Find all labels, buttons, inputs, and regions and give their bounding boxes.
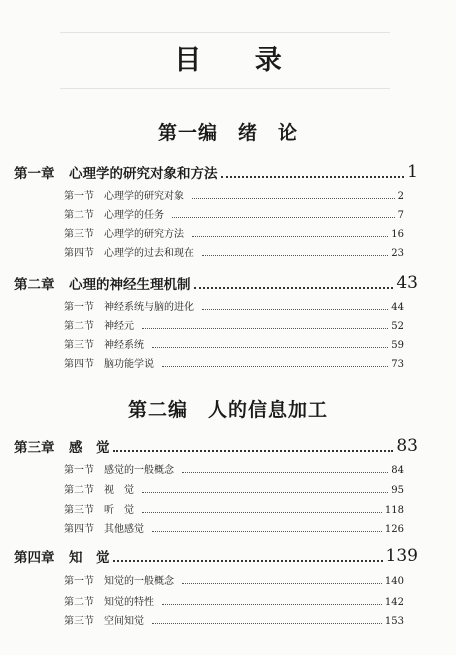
section-number: 第二节 [64,485,94,496]
section-entry[interactable] [64,482,404,496]
chapter-entry[interactable] [14,271,418,293]
section-entry[interactable] [64,188,404,202]
section-number: 第二节 [64,321,94,332]
dot-leader [142,328,388,329]
section-title: 心理学的研究对象 [104,191,184,202]
section-page: 7 [397,210,404,221]
section-title: 心理学的任务 [104,210,164,221]
section-title: 神经系统与脑的进化 [104,302,194,313]
section-title: 空间知觉 [104,616,144,627]
section-page: 126 [384,524,404,535]
section-page: 16 [391,229,404,240]
dot-leader [162,604,382,605]
chapter-title: 感 觉 [69,440,110,456]
section-number: 第一节 [64,465,94,476]
chapter-entry[interactable] [14,544,418,566]
dot-leader [182,472,388,473]
chapter-title: 知 觉 [69,550,110,566]
dot-leader [152,531,382,532]
section-entry[interactable] [64,226,404,240]
section-title: 心理学的过去和现在 [104,248,194,259]
section-number: 第四节 [64,359,94,370]
part-heading: 第一编 绪 论 [157,122,298,144]
section-number: 第四节 [64,524,94,535]
part-heading: 第二编 人的信息加工 [127,399,328,421]
section-page: 44 [391,302,404,313]
section-entry[interactable] [64,502,404,516]
section-number: 第一节 [64,191,94,202]
dot-leader [162,366,388,367]
section-title: 知觉的一般概念 [104,576,174,587]
dot-leader [202,255,388,256]
section-number: 第三节 [64,616,94,627]
chapter-page: 139 [385,546,418,566]
dot-leader [172,217,395,218]
section-page: 142 [384,597,404,608]
section-number: 第三节 [64,340,94,351]
dot-leader [182,583,382,584]
section-page: 52 [391,321,404,332]
dot-leader [192,198,395,199]
section-entry[interactable] [64,356,404,370]
section-entry[interactable] [64,594,404,608]
section-entry[interactable] [64,245,404,259]
chapter-page: 83 [396,436,418,456]
dot-leader [221,176,405,178]
section-number: 第二节 [64,210,94,221]
section-entry[interactable] [64,299,404,313]
section-title: 听 觉 [104,505,134,516]
chapter-page: 1 [407,162,418,182]
section-number: 第二节 [64,597,94,608]
section-page: 118 [384,505,404,516]
dot-leader [113,450,394,452]
chapter-number: 第三章 [14,440,55,456]
chapter-number: 第二章 [14,277,55,293]
section-page: 2 [397,191,404,202]
section-title: 其他感觉 [104,524,144,535]
dot-leader [113,560,383,562]
chapter-number: 第一章 [14,166,55,182]
dot-leader [142,492,388,493]
dot-leader [152,623,382,624]
section-page: 73 [391,359,404,370]
section-title: 心理学的研究方法 [104,229,184,240]
section-page: 95 [391,485,404,496]
section-title: 神经系统 [104,340,144,351]
section-entry[interactable] [64,207,404,221]
chapter-entry[interactable] [14,160,418,182]
section-entry[interactable] [64,318,404,332]
dot-leader [194,287,394,289]
dot-leader [142,512,382,513]
section-title: 神经元 [104,321,134,332]
section-number: 第一节 [64,302,94,313]
page-title: 目 录 [174,45,304,76]
section-title: 感觉的一般概念 [104,465,174,476]
section-entry[interactable] [64,573,404,587]
dot-leader [152,347,388,348]
dot-leader [192,236,388,237]
section-entry[interactable] [64,337,404,351]
chapter-title: 心理的神经生理机制 [69,277,191,293]
chapter-entry[interactable] [14,434,418,456]
chapter-page: 43 [396,273,418,293]
section-page: 59 [391,340,404,351]
section-page: 84 [391,465,404,476]
section-number: 第三节 [64,229,94,240]
section-page: 140 [384,576,404,587]
section-page: 153 [384,616,404,627]
bleed-through-line [60,32,390,33]
section-title: 知觉的特性 [104,597,154,608]
section-number: 第三节 [64,505,94,516]
chapter-number: 第四章 [14,550,55,566]
section-entry[interactable] [64,462,404,476]
section-title: 视 觉 [104,485,134,496]
bleed-through-line [60,88,390,89]
chapter-title: 心理学的研究对象和方法 [69,166,218,182]
section-number: 第一节 [64,576,94,587]
section-number: 第四节 [64,248,94,259]
section-title: 脑功能学说 [104,359,154,370]
section-entry[interactable] [64,521,404,535]
dot-leader [202,309,388,310]
section-entry[interactable] [64,613,404,627]
section-page: 23 [391,248,404,259]
